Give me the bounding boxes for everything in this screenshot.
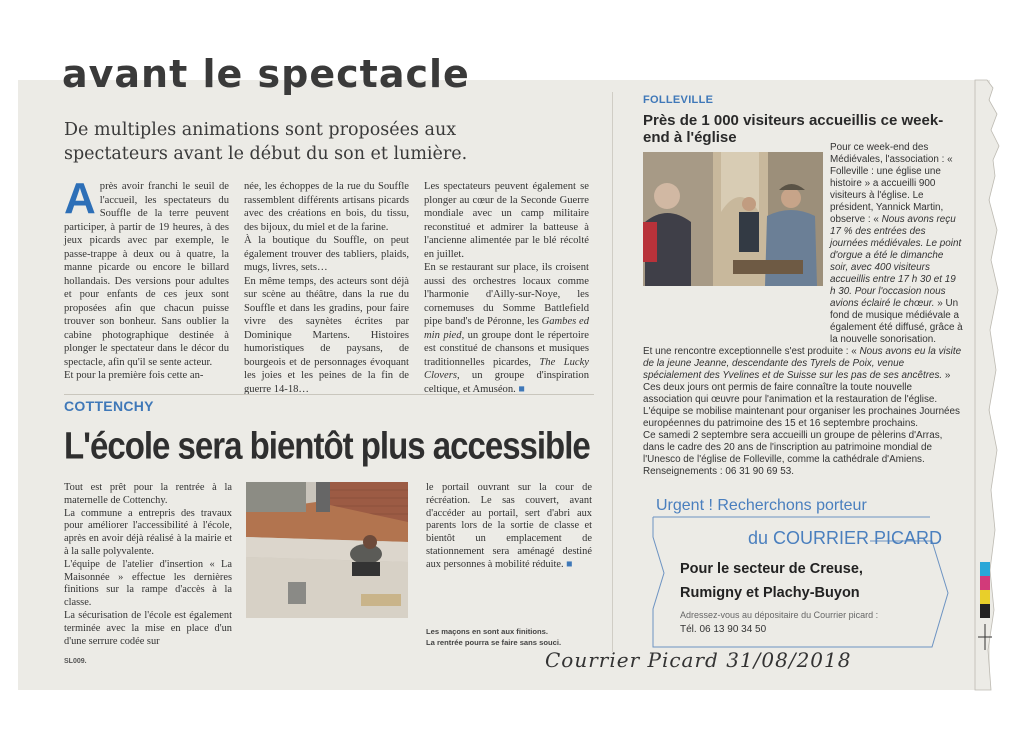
folleville-text: Pour ce week-end des Médiévales, l'association : « Folleville : une église une histoire » a accueilli 900 visiteurs à l'église. Le président, Yannick Martin, observe : « Nous avons reçu 17 % des entrées des journées médiévales. Le point d'orgue a été le dimanche soir, avec 400 visiteurs accueillis entre 17 h 30 et 19 h 30. Pour l'occasion nous avions éclairé le chœur. » Un fond de musique médiévale a également été diffusé, grâce à la nouvelle sonorisation. Et une rencontre exceptionnelle s'est produite : « Nous avons eu la visite de la jeune Jeanne, descendante des Tyrels de Poix, venue spécialement des Yvelines et de Suisse sur les pas de ses ancêtres. » Ces deux jours ont permis de faire connaître la toute nouvelle association qui œuvre pour l'animation et la restauration de l'église. L'équipe se mobilise maintenant pour organiser les prochaines Journées européennes du patrimoine des 15 et 16 septembre prochains. Ce samedi 2 septembre sera accueilli un groupe de pèlerins d'Arras, dans le cadre des 20 ans de l'inscription au patrimoine mondial de l'Unesco de l'église de Folleville, comme la cathédrale d'Amiens. Renseignements : 06 31 90 69 53. xyxy=(643,142,963,477)
ad-line-courrier: du COURRIER PICARD xyxy=(748,528,943,548)
headline-folleville: Près de 1 000 visiteurs accueillis ce week-end à l'église xyxy=(643,112,944,146)
cottenchy-column-1: Tout est prêt pour la rentrée à la maternelle de Cottenchy. La commune a entrepris des travaux pour améliorer l'accessibilité à l'école, après en avoir déjà réalisé à la mairie et à la salle polyvalente. L'équipe de l'atelier d'insertion « La Maisonnée » effectue les dernières finitions sur la rampe d'accès à la classe. La sécurisation de l'école est également terminée avec la mise en place d'un d'une serrure codée sur xyxy=(64,482,232,647)
ad-line-contact: Adressez-vous au dépositaire du Courrier picard : xyxy=(680,610,879,620)
cottenchy-column-3: le portail ouvrant sur la cour de récréation. Le sas couvert, avant d'accéder au portail, sert d'abri aux parents lors de la sortie de classe et bientôt un emplacement de stationnement sera aménagé destiné aux personnes à mobilité réduite. ■ xyxy=(426,482,592,570)
headline-cottenchy: L'école sera bientôt plus accessible xyxy=(64,424,590,467)
page-folio: SL009. xyxy=(64,658,87,665)
column-divider xyxy=(612,92,613,652)
divider xyxy=(64,394,594,395)
article-column-1: Après avoir franchi le seuil de l'accueil, les spectateurs du Souffle de la terre peuvent participer, à partir de 19 heures, à des jeux picards avec par exemple, le passe-trappe à deux ou à quatre, la manne picarde ou encore le billard hollandais. Des versions pour adultes et pour enfants de ces jeux sont proposées afin que chacun puisse trouver son bonheur. Sans oublier la cabine photographique destinée à plonger le spectateur dans le décor du spectacle, afin qu'il se sente acteur. Et pour la première fois cette an- xyxy=(64,174,229,381)
article-lead: De multiples animations sont proposées aux spectateurs avant le début du son et lumière. xyxy=(64,120,468,164)
article-column-3: Les spectateurs peuvent également se plonger au cœur de la Seconde Guerre mondiale avec un camp militaire reconstitué et admirer la batteuse à l'ancienne alimentée par le blé récolté en juillet. En se restaurant sur place, ils croisent aussi des orchestres locaux comme l'harmonie d'Ailly-sur-Noye, les cornemuses du Somme Battlefield pipe band's de Péronne, les Gambes ed min pied, un groupe dont le répertoire est constitué de chansons et musiques traditionnelles picardes, The Lucky Clovers, un groupe d'inspiration celtique, et Amuséon. ■ xyxy=(424,181,589,395)
section-label-folleville: FOLLEVILLE xyxy=(643,94,714,106)
end-mark-icon: ■ xyxy=(518,383,525,395)
cut-off-headline: avant le spectacle xyxy=(62,52,470,96)
photo-caption: Les maçons en sont aux finitions. La rentrée pourra se faire sans souci. xyxy=(426,627,562,647)
article-column-2: née, les échoppes de la rue du Souffle rassemblent différents artisans picards avec des créations en bois, du tissu, des bijoux, du miel et de la farine. À la boutique du Souffle, on peut également trouver des tabliers, plaids, mugs, livres, sets… En même temps, des acteurs sont déjà sur scène au théâtre, dans la rue du Souffle et dans les gradins, pour faire vivre des saynètes écrites par Dominique Martens. Histoires humoristiques de paysans, de bourgeois et de personnages évoquant les joies et les peines de la fin de guerre 14-18… xyxy=(244,181,409,395)
section-label-cottenchy: COTTENCHY xyxy=(64,398,154,414)
handwritten-source-note: Courrier Picard 31/08/2018 xyxy=(545,648,852,672)
ad-line-phone: Tél. 06 13 90 34 50 xyxy=(680,624,767,635)
drop-cap: A xyxy=(64,174,96,223)
end-mark-icon: ■ xyxy=(566,558,573,570)
photo-masons-ramp xyxy=(246,482,408,618)
advertisement-box xyxy=(650,497,950,649)
ad-line-sector: Pour le secteur de Creuse, xyxy=(680,561,863,577)
ad-line-towns: Rumigny et Plachy-Buyon xyxy=(680,585,860,601)
ad-line-urgent: Urgent ! Recherchons porteur xyxy=(656,497,867,514)
color-registration-strip xyxy=(978,562,992,652)
